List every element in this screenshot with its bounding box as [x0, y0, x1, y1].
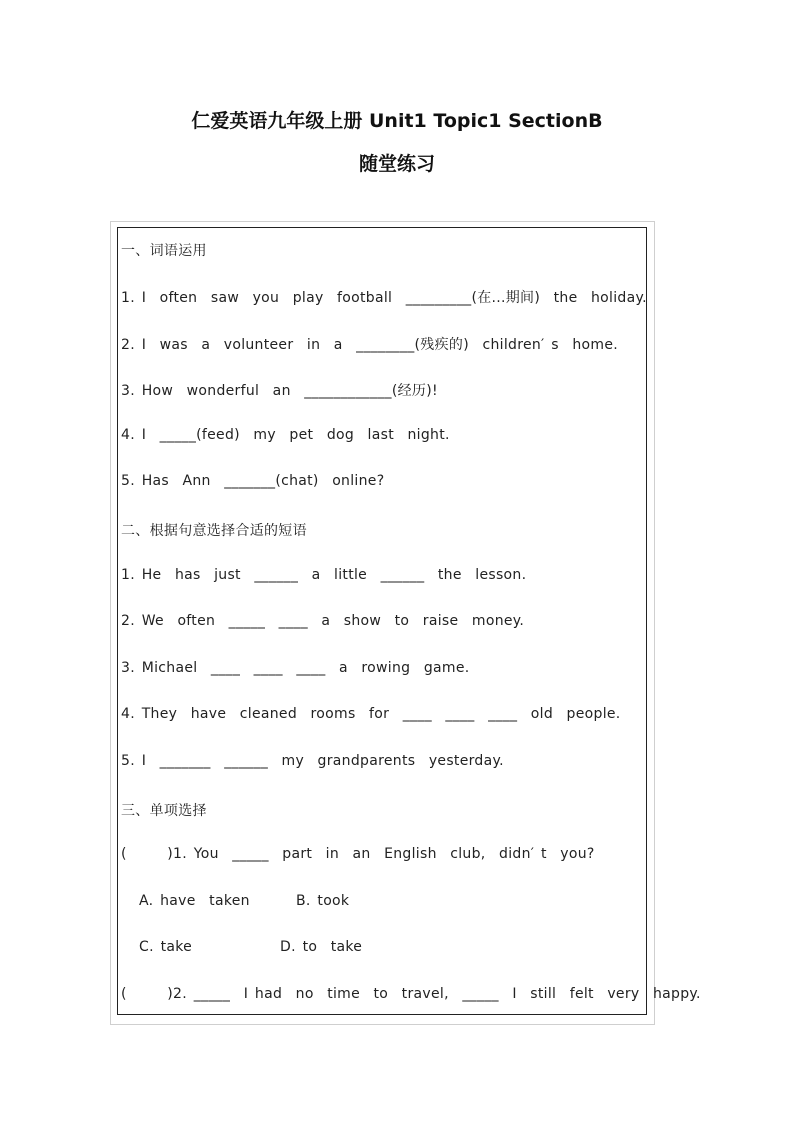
vocab-question-4: 4. I _____(feed) my pet dog last night.: [121, 427, 450, 443]
choice-option-b: B. took: [296, 893, 350, 909]
section-heading-multiple-choice: 三、单项选择: [121, 803, 207, 819]
phrase-question-1: 1. He has just ______ a little ______ the lesson.: [121, 567, 527, 583]
choice-question-2: ( )2. _____ I had no time to travel, _____ I still felt very happy.: [121, 986, 701, 1002]
phrase-question-2: 2. We often _____ ____ a show to raise money.: [121, 613, 525, 629]
choice-option-d: D. to take: [280, 939, 363, 955]
vocab-question-3: 3. How wonderful an ____________(经历)!: [121, 383, 438, 399]
section-heading-phrases: 二、根据句意选择合适的短语: [121, 523, 307, 539]
phrase-question-5: 5. I _______ ______ my grandparents yesterday.: [121, 753, 504, 769]
phrase-question-3: 3. Michael ____ ____ ____ a rowing game.: [121, 660, 470, 676]
vocab-question-1: 1. I often saw you play football _________(在...期间) the holiday.: [121, 290, 647, 306]
vocab-question-5: 5. Has Ann _______(chat) online?: [121, 473, 385, 489]
choice-option-a: A. have taken: [139, 893, 250, 909]
vocab-question-2: 2. I was a volunteer in a ________(残疾的) children′ s home.: [121, 337, 618, 353]
choice-question-1: ( )1. You _____ part in an English club, didn′ t you?: [121, 846, 595, 862]
document-subtitle: 随堂练习: [358, 153, 435, 175]
choice-option-c: C. take: [139, 939, 193, 955]
section-heading-vocabulary: 一、词语运用: [121, 243, 207, 259]
document-title: 仁爱英语九年级上册 Unit1 Topic1 SectionB: [191, 110, 603, 132]
phrase-question-4: 4. They have cleaned rooms for ____ ____ ____ old people.: [121, 706, 621, 722]
